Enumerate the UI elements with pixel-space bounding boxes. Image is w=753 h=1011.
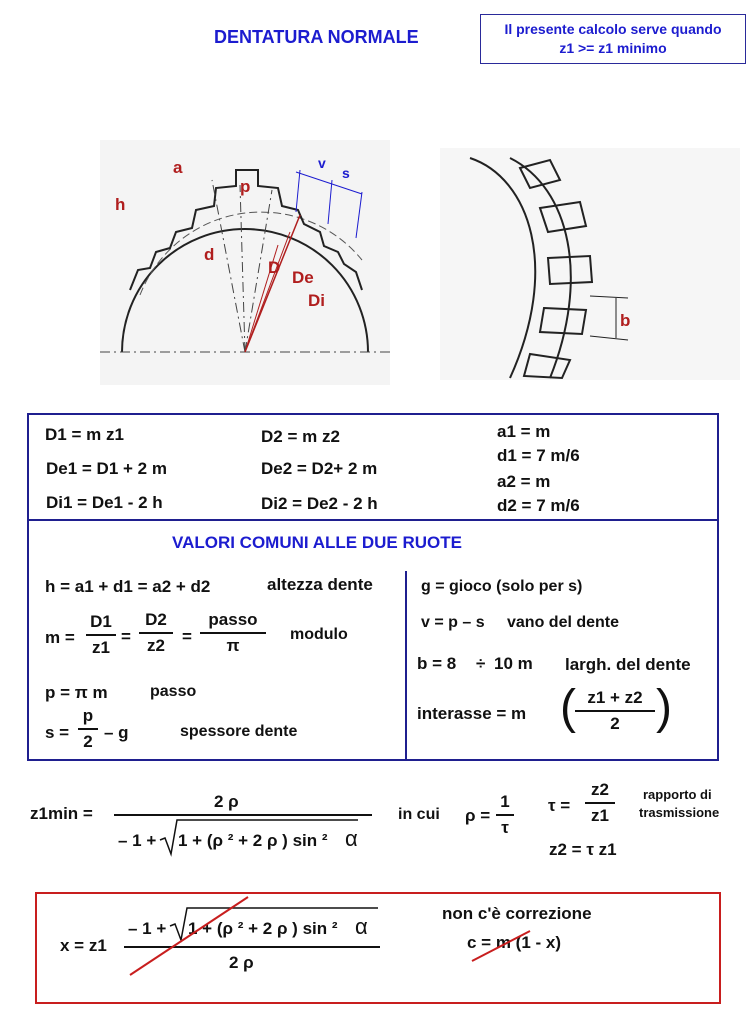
- divider-horizontal: [27, 519, 719, 521]
- label-spessore: spessore dente: [180, 723, 298, 740]
- label-passo: passo: [150, 683, 197, 700]
- x-num-prefix: – 1 +: [128, 919, 167, 938]
- fraction-p-2: p 2: [78, 706, 98, 752]
- fraction-rho: 1 τ: [496, 792, 514, 838]
- formula-p: p = π m: [45, 683, 108, 702]
- fraction-interasse: z1 + z2 2: [575, 688, 655, 734]
- label-in-cui: in cui: [398, 806, 440, 823]
- paren-close: ): [656, 681, 672, 734]
- zmin-bar: [114, 814, 372, 816]
- formula-m-lhs: m =: [45, 628, 75, 647]
- label-Di: Di: [308, 291, 325, 310]
- formula-v: v = p – s: [421, 614, 485, 631]
- tau-lhs: τ =: [548, 796, 571, 815]
- strike-lines: [100, 895, 580, 977]
- label-De: De: [292, 268, 314, 287]
- gear-diagram: [100, 140, 390, 385]
- zmin-den-root: 1 + (ρ ² + 2 ρ ) sin ²: [178, 831, 328, 850]
- formula-b-2: 10 m: [494, 654, 533, 673]
- page-title: DENTATURA NORMALE: [214, 27, 419, 47]
- label-b: b: [620, 311, 631, 330]
- rho-lhs: ρ =: [465, 806, 491, 825]
- formula-z2: z2 = τ z1: [549, 840, 617, 859]
- x-lhs: x = z1: [60, 936, 107, 955]
- usage-note-line2: z1 >= z1 minimo: [559, 40, 667, 56]
- label-p: p: [240, 177, 251, 196]
- usage-note: [480, 14, 746, 64]
- eq-sign-2: =: [182, 627, 192, 646]
- label-modulo: modulo: [290, 626, 348, 643]
- formula-b: b = 8: [417, 654, 457, 673]
- label-h: h: [115, 195, 126, 214]
- label-vano: vano del dente: [507, 614, 620, 631]
- eq-sign-1: =: [121, 627, 131, 646]
- fraction-D2-z2: D2 z2: [139, 610, 173, 656]
- label-rapporto: rapporto di: [643, 787, 712, 802]
- label-no-correction: non c'è correzione: [442, 904, 592, 923]
- formula-De2: De2 = D2+ 2 m: [261, 459, 378, 478]
- formula-d1: d1 = 7 m/6: [497, 446, 580, 465]
- formula-c: c = m (1 - x): [467, 933, 562, 952]
- formula-D1: D1 = m z1: [45, 425, 124, 444]
- zmin-lhs: z1min =: [30, 804, 93, 823]
- paren-open: (: [560, 681, 576, 734]
- zmin-alpha: α: [345, 826, 358, 851]
- label-trasmissione: trasmissione: [639, 805, 720, 820]
- label-s: s: [342, 165, 350, 181]
- zmin-num: 2 ρ: [214, 792, 239, 811]
- label-D: D: [268, 258, 281, 277]
- formula-D2: D2 = m z2: [261, 427, 340, 446]
- label-d: d: [204, 245, 215, 264]
- label-altezza: altezza dente: [267, 575, 373, 594]
- common-heading: VALORI COMUNI ALLE DUE RUOTE: [172, 533, 462, 552]
- formula-s-lhs: s =: [45, 723, 70, 742]
- divider-vertical: [405, 571, 407, 761]
- fraction-passo-pi: passo π: [200, 610, 266, 656]
- zmin-den-prefix: – 1 +: [118, 831, 157, 850]
- x-den: 2 ρ: [229, 953, 254, 972]
- x-num-root: 1 + (ρ ² + 2 ρ ) sin ²: [188, 919, 338, 938]
- formula-g: g = gioco (solo per s): [421, 578, 583, 595]
- label-v: v: [318, 155, 326, 171]
- fraction-tau: z2 z1: [585, 780, 615, 826]
- formula-minus-g: – g: [104, 723, 129, 742]
- formula-interasse-lhs: interasse = m: [417, 704, 527, 723]
- usage-note-line1: Il presente calcolo serve quando: [504, 21, 722, 37]
- label-a: a: [173, 158, 183, 177]
- divide-sign: ÷: [476, 654, 486, 673]
- formula-a2: a2 = m: [497, 472, 551, 491]
- label-larghezza: largh. del dente: [565, 655, 691, 674]
- formula-a1: a1 = m: [497, 422, 551, 441]
- gear-width-diagram: [440, 148, 740, 380]
- formula-Di2: Di2 = De2 - 2 h: [261, 494, 378, 513]
- formula-Di1: Di1 = De1 - 2 h: [46, 493, 163, 512]
- x-alpha: α: [355, 914, 368, 939]
- formula-h: h = a1 + d1 = a2 + d2: [45, 577, 211, 596]
- formula-d2: d2 = 7 m/6: [497, 496, 580, 515]
- fraction-D1-z1: D1 z1: [86, 612, 116, 658]
- formula-De1: De1 = D1 + 2 m: [46, 459, 167, 478]
